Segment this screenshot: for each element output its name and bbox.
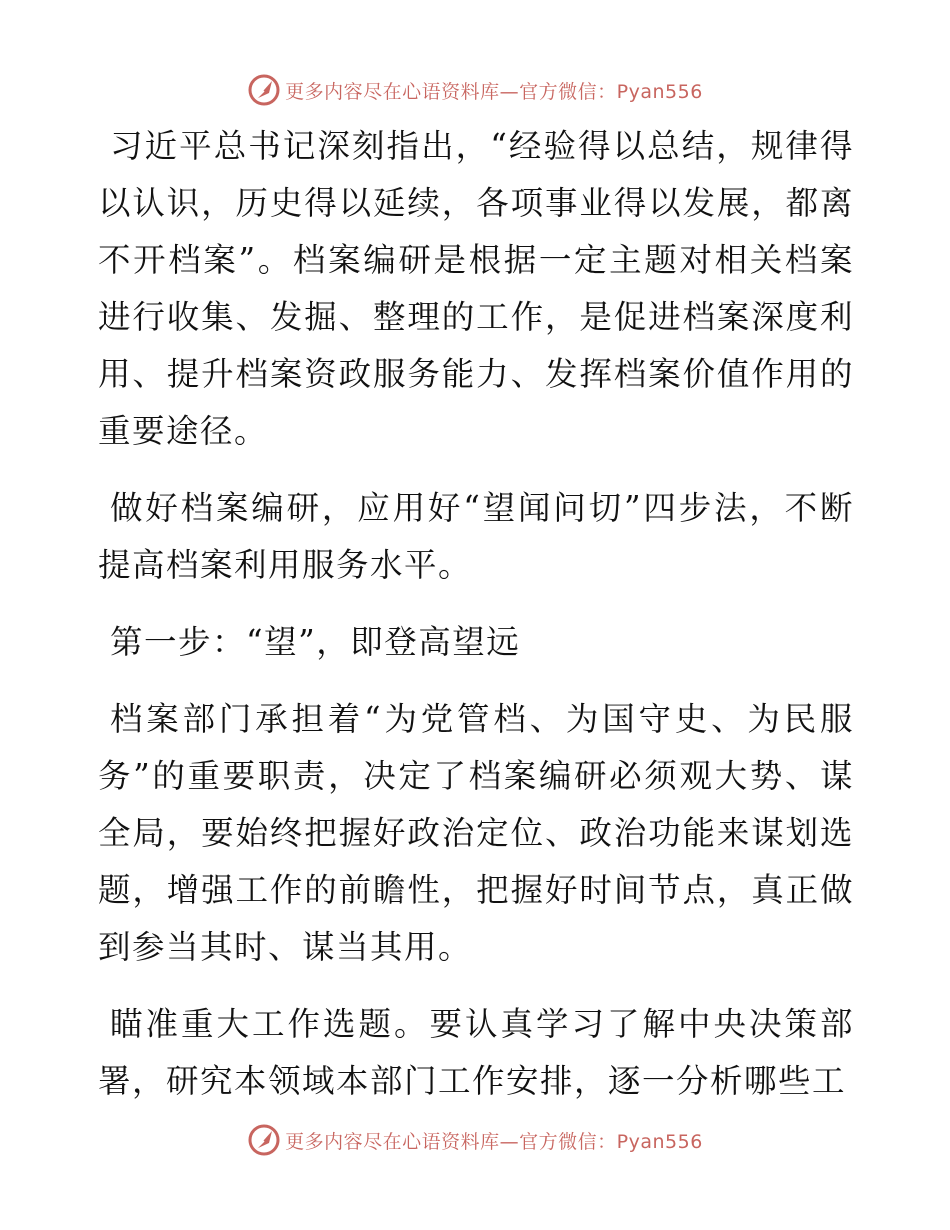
footer-banner	[0, 1120, 950, 1160]
section-heading-step-one: 第一步：“望”，即登高望远	[110, 623, 521, 661]
header-banner	[0, 70, 950, 110]
document-body	[98, 118, 854, 1110]
paragraph-topic: 瞄准重大工作选题。要认真学习了解中央决策部署，研究本领域本部门工作安排，逐一分析哪些工	[98, 1005, 854, 1100]
paragraph-method: 做好档案编研，应用好“望闻问切”四步法，不断提高档案利用服务水平。	[98, 489, 854, 584]
paragraph-duty: 档案部门承担着“为党管档、为国守史、为民服务”的重要职责，决定了档案编研必须观大势、谋全局，要始终把握好政治定位、政治功能来谋划选题，增强工作的前瞻性，把握好时间节点，真正做到参当其时、谋当其用。	[98, 700, 854, 966]
banner-text: 更多内容尽在心语资料库—官方微信：Pyan556	[285, 80, 703, 103]
paragraph-intro: 习近平总书记深刻指出，“经验得以总结，规律得以认识，历史得以延续，各项事业得以发展，都离不开档案”。档案编研是根据一定主题对相关档案进行收集、发掘、整理的工作，是促进档案深度利用、提升档案资政服务能力、发挥档案价值作用的重要途径。	[98, 127, 854, 450]
quill-logo-icon	[247, 1123, 281, 1157]
banner-text: 更多内容尽在心语资料库—官方微信：Pyan556	[285, 1130, 703, 1153]
quill-logo-icon	[247, 73, 281, 107]
